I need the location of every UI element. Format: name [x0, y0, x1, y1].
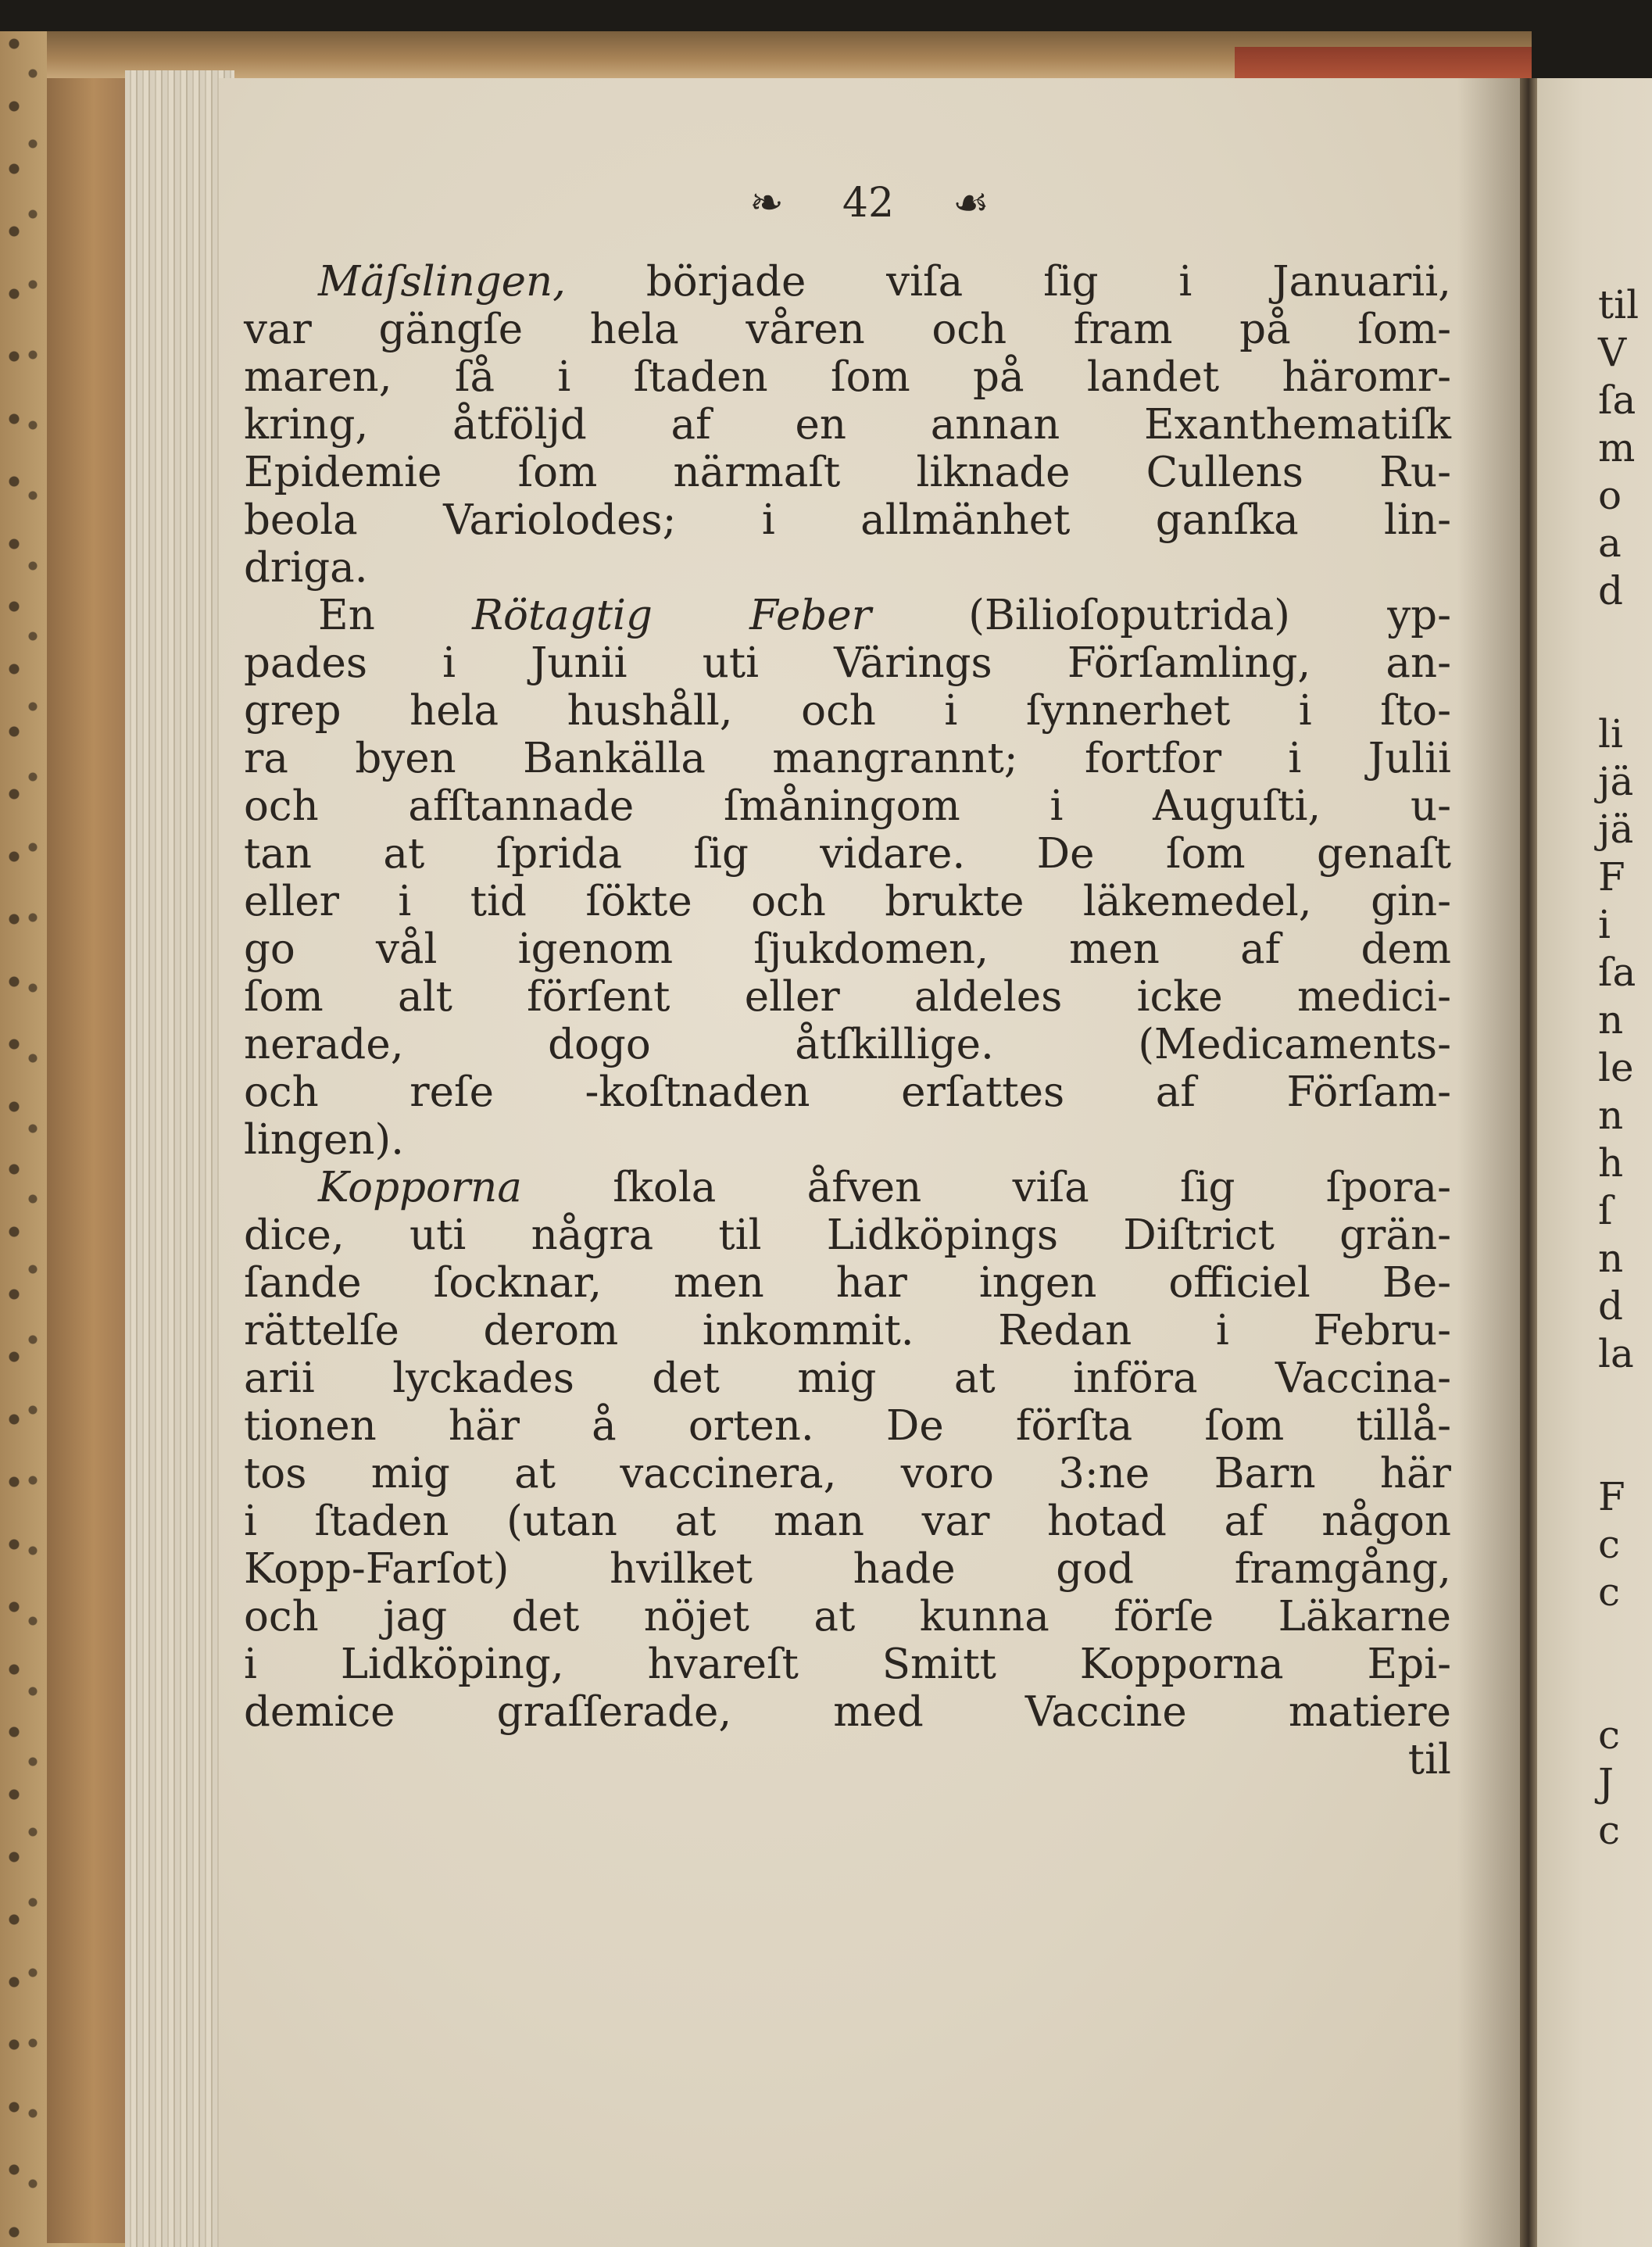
- ornament-left-icon: ❧: [749, 180, 784, 227]
- text-run-italic: Kopporna: [318, 1164, 522, 1211]
- text-run: En: [318, 592, 473, 639]
- facing-line-fragment: F: [1598, 1474, 1625, 1519]
- text-run-italic: Mäſslingen,: [318, 258, 566, 306]
- text-run: demice graſſerade, med Vaccine matiere: [244, 1688, 1451, 1736]
- text-run: driga.: [244, 544, 368, 592]
- text-line: [244, 782, 1451, 830]
- text-run: i Lidköping, hvareſt Smitt Kopporna Epi-: [244, 1641, 1451, 1688]
- text-run-italic: Rötagtig Feber: [472, 592, 871, 639]
- text-line: [244, 1402, 1451, 1450]
- facing-line-fragment: i: [1598, 902, 1611, 947]
- text-line: [244, 449, 1451, 496]
- text-line: [244, 1211, 1451, 1259]
- ornament-right-icon: ☙: [953, 180, 989, 227]
- facing-line-fragment: n: [1598, 1236, 1624, 1281]
- facing-page-fragment: [1537, 78, 1652, 2247]
- facing-line-fragment: c: [1598, 1712, 1621, 1758]
- facing-line-fragment: c: [1598, 1569, 1621, 1615]
- text-line: [244, 1450, 1451, 1497]
- facing-line-fragment: ſa: [1598, 950, 1636, 995]
- facing-line-fragment: d: [1598, 1283, 1624, 1329]
- text-line: [244, 639, 1451, 687]
- page-header: [219, 180, 1520, 227]
- facing-line-fragment: ſ: [1598, 1188, 1613, 1233]
- facing-line-fragment: til: [1598, 282, 1639, 327]
- text-line: [244, 544, 1451, 592]
- text-run: ra byen Bankälla mangrannt; fortfor i Julii: [244, 735, 1451, 782]
- text-run: Epidemie ſom närmaſt liknade Cullens Ru-: [244, 449, 1451, 496]
- text-run: rättelſe derom inkommit. Redan i Febru-: [244, 1307, 1451, 1354]
- facing-line-fragment: o: [1598, 473, 1622, 518]
- text-run: go vål igenom ſjukdomen, men af dem: [244, 925, 1451, 973]
- text-line: [244, 1593, 1451, 1641]
- text-line: [244, 830, 1451, 878]
- text-run: tos mig at vaccinera, voro 3:ne Barn här: [244, 1450, 1451, 1497]
- book-gutter: [1520, 78, 1537, 2247]
- facing-line-fragment: [1598, 615, 1652, 663]
- text-line: [244, 1545, 1451, 1593]
- text-run: pades i Junii uti Värings Förſamling, an-: [244, 639, 1451, 687]
- facing-line-fragment: [1598, 1378, 1652, 1426]
- facing-line-fragment: J: [1598, 1760, 1614, 1805]
- text-line: [244, 735, 1451, 782]
- cover-red-edge: [1235, 47, 1532, 82]
- text-line: [244, 496, 1451, 544]
- text-run: nerade, dogo åtſkillige. (Medicaments-: [244, 1021, 1451, 1068]
- facing-line-fragment: n: [1598, 1093, 1624, 1138]
- text-line: [244, 878, 1451, 925]
- text-run: (Bilioſoputrida) yp-: [871, 592, 1451, 639]
- text-run: och afſtannade ſmåningom i Auguſti, u-: [244, 782, 1451, 830]
- text-run: började viſa ſig i Januarii,: [566, 258, 1451, 306]
- facing-line-fragment: [1598, 1426, 1652, 1473]
- text-line: [244, 1164, 1451, 1211]
- facing-line-fragment: F: [1598, 854, 1625, 900]
- text-line: [244, 687, 1451, 735]
- text-line: [244, 592, 1451, 639]
- facing-line-fragment: [1598, 663, 1652, 710]
- text-line: [244, 973, 1451, 1021]
- facing-line-fragment: d: [1598, 568, 1624, 614]
- text-line: [244, 353, 1451, 401]
- text-run: ſande ſocknar, men har ingen officiel Be-: [244, 1259, 1451, 1307]
- text-run: eller i tid ſökte och brukte läkemedel, gin-: [244, 878, 1451, 925]
- text-line: [244, 1021, 1451, 1068]
- page-curve-shadow: [1457, 78, 1520, 2247]
- facing-line-fragment: jä: [1598, 807, 1634, 852]
- catchword: til: [1407, 1736, 1451, 1784]
- facing-line-fragment: m: [1598, 425, 1636, 471]
- text-run: och reſe -koſtnaden erſattes af Förſam-: [244, 1068, 1451, 1116]
- facing-line-fragment: li: [1598, 711, 1623, 757]
- facing-line-fragment: [1598, 1664, 1652, 1712]
- text-run: Kopp-Farſot) hvilket hade god framgång,: [244, 1545, 1451, 1593]
- text-run: maren, ſå i ſtaden ſom på landet häromr-: [244, 353, 1451, 401]
- facing-line-fragment: la: [1598, 1331, 1634, 1376]
- facing-line-fragment: V: [1598, 330, 1627, 375]
- text-line: [244, 1688, 1451, 1736]
- facing-line-fragment: h: [1598, 1140, 1624, 1186]
- text-line: [244, 925, 1451, 973]
- text-line: [244, 306, 1451, 353]
- facing-line-fragment: jä: [1598, 759, 1634, 804]
- facing-line-fragment: ſa: [1598, 377, 1636, 423]
- facing-line-fragment: c: [1598, 1808, 1621, 1853]
- text-line: [244, 1307, 1451, 1354]
- text-line: [244, 258, 1451, 306]
- text-run: och jag det nöjet at kunna förſe Läkarne: [244, 1593, 1451, 1641]
- text-line: [244, 1259, 1451, 1307]
- text-run: beola Variolodes; i allmänhet ganſka lin-: [244, 496, 1451, 544]
- text-run: i ſtaden (utan at man var hotad af någon: [244, 1497, 1451, 1545]
- facing-line-fragment: a: [1598, 521, 1622, 566]
- text-line: [244, 1497, 1451, 1545]
- page-edges-stack: [125, 70, 234, 2247]
- facing-line-fragment: c: [1598, 1522, 1621, 1567]
- text-line: [244, 401, 1451, 449]
- text-run: kring, åtföljd af en annan Exanthematiſk: [244, 401, 1451, 449]
- facing-line-fragment: [1598, 1616, 1652, 1664]
- text-run: arii lyckades det mig at införa Vaccina-: [244, 1354, 1451, 1402]
- text-line: [244, 1354, 1451, 1402]
- text-run: grep hela hushåll, och i ſynnerhet i ſto-: [244, 687, 1451, 735]
- text-line: [244, 1641, 1451, 1688]
- text-run: ſkola åfven viſa ſig ſpora-: [521, 1164, 1451, 1211]
- facing-page-text: [1598, 281, 1652, 1855]
- facing-line-fragment: le: [1598, 1045, 1634, 1090]
- text-run: tionen här å orten. De förſta ſom tillå-: [244, 1402, 1451, 1450]
- text-run: var gängſe hela våren och fram på ſom-: [244, 306, 1451, 353]
- facing-line-fragment: n: [1598, 997, 1624, 1043]
- text-line: [244, 1116, 1451, 1164]
- text-run: tan at ſprida ſig vidare. De ſom genaſt: [244, 830, 1451, 878]
- text-run: ſom alt förſent eller aldeles icke medici-: [244, 973, 1451, 1021]
- text-run: lingen).: [244, 1116, 404, 1164]
- body-text: [244, 258, 1451, 1784]
- text-line: [244, 1068, 1451, 1116]
- page-number: 42: [842, 180, 895, 227]
- text-run: dice, uti några til Lidköpings Diſtrict grän-: [244, 1211, 1451, 1259]
